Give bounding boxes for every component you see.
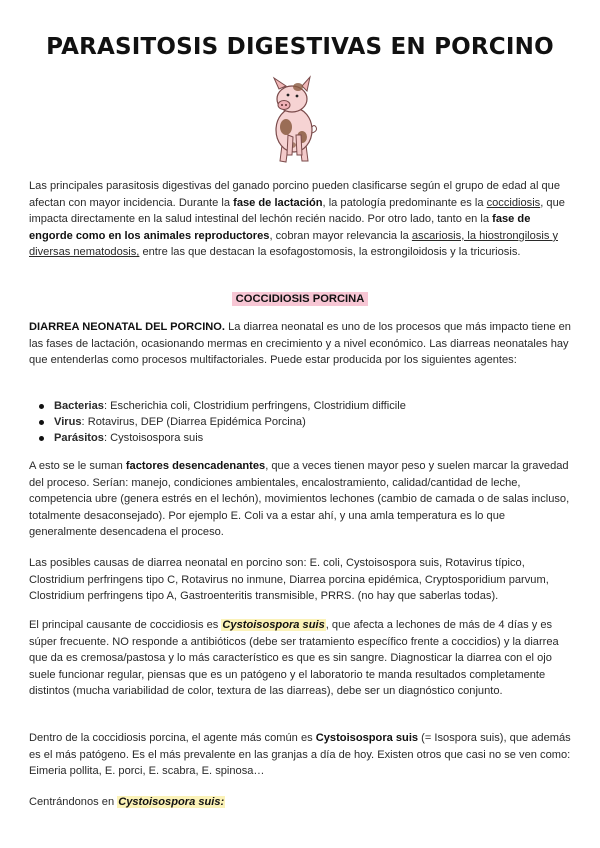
intro-underline-coccidiosis: coccidiosis <box>486 196 541 209</box>
causes-paragraph: Las posibles causas de diarrea neonatal en porcino son: E. coli, Cystoisospora suis, Rotavirus típico, Clostridium perfringens tipo C, Rotavirus no inmune, Diarrea porcina epidémica, Cryptosporidium parvum, Clostridium perfringens tipo A, Gastroenteritis transmisible, PRRS. (no hay que saberlas todas). <box>29 557 549 603</box>
page-title: PARASITOSIS DIGESTIVAS EN PORCINO <box>46 34 554 60</box>
neonatal-paragraph <box>29 319 574 369</box>
agent-label: Bacterias <box>54 400 104 412</box>
agent-label: Parásitos <box>54 432 104 445</box>
intro-text-3: , que impacta directamente en la salud intestinal del lechón recién nacido. Por otro lado, tanto en la <box>29 196 565 226</box>
cystoisospora-paragraph <box>29 617 574 700</box>
intro-paragraph <box>29 178 574 261</box>
list-item <box>54 430 574 446</box>
cysto-highlight: Cystoisospora suis <box>222 619 325 631</box>
factors-bold: factores desencadenantes <box>125 460 266 472</box>
agent-text: : Escherichia coli, Clostridium perfringens, Clostridium difficile <box>103 400 406 412</box>
focus-paragraph <box>29 794 574 811</box>
pig-illustration-icon <box>262 75 326 167</box>
cysto-text-2: , que afecta a lechones de más de 4 días y es súper frecuente. NO responde a antibióticos (debe ser tratamiento específico frente a coccidios) y la diarrea que da es cremosa/pastosa y lo más característico es que es sin sangre. Diagnosticar la diarrea con el ojo suele funcionar regular, piensas que es un patógeno y el laboratorio te manda resultados completamente distintos (mucha variabilidad de color, textura de las diarreas), debe ser un diagnóstico conjunto. <box>29 619 559 698</box>
agent-text: : Rotavirus, DEP (Diarrea Epidémica Porcina) <box>81 416 306 429</box>
section-title-highlight: COCCIDIOSIS PORCINA <box>232 292 369 306</box>
list-item <box>54 398 574 414</box>
intro-text-4: , cobran mayor relevancia la <box>269 229 412 242</box>
focus-text: Centrándonos en <box>29 796 118 808</box>
cysto-text-1: El principal causante de coccidiosis es <box>29 619 222 631</box>
agent-text: : Cystoisospora suis <box>103 432 204 445</box>
factors-paragraph <box>29 458 574 541</box>
neonatal-text: La diarrea neonatal es uno de los procesos que más impacto tiene en las fases de lactación, ocasionando mermas en crecimiento y a nivel económico. Las diarreas neonatales hay que entenderlas como procesos multifactoriales. Puede estar producida por los siguientes agentes: <box>29 321 571 367</box>
section-heading <box>0 291 600 307</box>
list-item <box>54 414 574 430</box>
intro-text-1: Las principales parasitosis digestivas del ganado porcino pueden clasificarse según el grupo de edad al que afectan con mayor incidencia. Durante la <box>29 180 560 209</box>
intro-text-2: , la patología predominante es la <box>322 196 487 209</box>
agents-list <box>29 398 574 447</box>
factors-text-2: , que a veces tienen mayor peso y suelen marcar la gravedad del proceso. Serían: manejo, condiciones ambientales, encalostramiento, calidad/cantidad de leche, competencia ubre (genera estrés en el lechón), movimientos lechones (cambio de camada o de salas incluso, totalmente desaconsejado). Por ejemplo E. Coli va a estar ahí, y una amla temperatura es lo que generalmente desencadena el proceso. <box>29 460 570 539</box>
agent-label: Virus <box>54 416 82 429</box>
intro-text-5: entre las que destacan la esofagostomosis, la estrongiloidosis y la tricuriosis. <box>139 246 521 259</box>
intro-bold-engorde: fase de engorde como en los animales reproductores <box>29 213 531 242</box>
focus-highlight: Cystoisospora suis: <box>118 796 225 808</box>
neonatal-heading: DIARREA NEONATAL DEL PORCINO. <box>29 321 225 333</box>
common-text-2: (= Isospora suis), que además es el más patógeno. Es el más prevalente en las granjas a día de hoy. Existen otros que casi no se ven como: Eimeria pollita, E. porci, E. scabra, E. spinosa… <box>29 732 571 778</box>
factors-text-1: A esto se le suman <box>29 460 126 472</box>
common-text-1: Dentro de la coccidiosis porcina, el agente más común es <box>29 732 316 744</box>
intro-bold-lactation: fase de lactación <box>233 196 323 209</box>
common-bold: Cystoisospora suis <box>315 732 419 744</box>
agent-common-paragraph <box>29 730 574 780</box>
intro-underline-nematodes: ascariosis, la hiostrongilosis y diversas nematodosis, <box>29 229 559 259</box>
